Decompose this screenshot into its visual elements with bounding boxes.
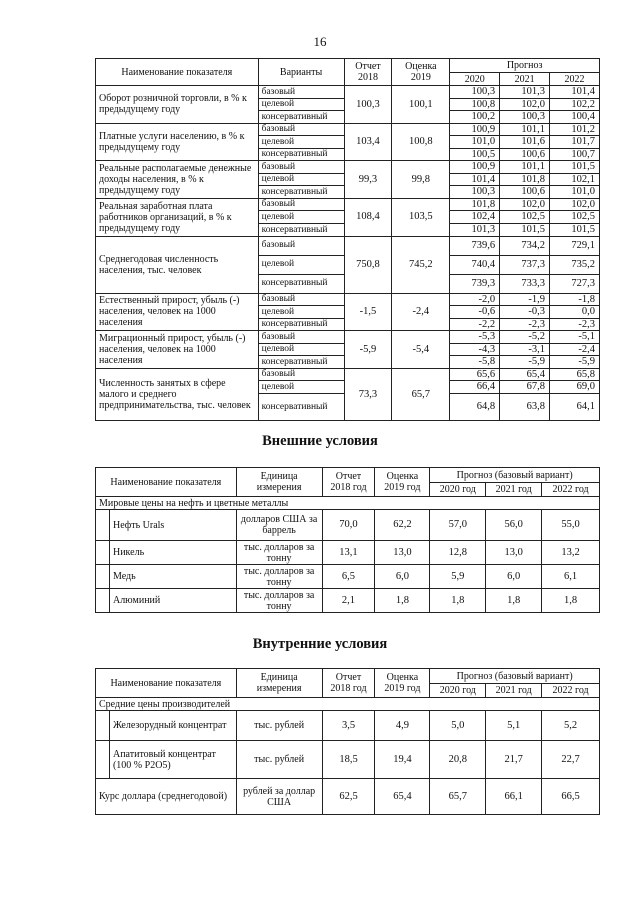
variant-label: консервативный [258,186,344,199]
forecast-value: -5,1 [550,331,600,344]
price-value: 6,5 [322,565,375,589]
forecast-value: 102,1 [550,173,600,186]
variant-label: целевой [258,136,344,149]
forecast-value: -2,4 [550,343,600,356]
variant-label: консервативный [258,393,344,420]
report-value: -1,5 [344,293,392,331]
price-value: 6,0 [375,565,430,589]
forecast-value: 65,8 [550,368,600,381]
int-header-indicator: Наименование показателя [96,669,237,698]
indicator-name: Среднегодовая численность населения, тыс. человек [96,236,259,293]
estimate-value: 100,1 [392,86,450,124]
forecast-value: 100,4 [550,111,600,124]
forecast-value: 100,9 [450,161,500,174]
table-row [96,293,600,306]
forecast-value: 100,5 [450,148,500,161]
forecast-value: 101,5 [500,224,550,237]
price-value: 6,0 [486,565,542,589]
forecast-value: 101,1 [500,161,550,174]
unit-label: тыс. рублей [236,741,322,779]
internal-conditions-table [95,668,600,815]
table-row [96,368,600,381]
ext-header-estimate: Оценка 2019 год [375,468,430,497]
forecast-value: 101,5 [550,161,600,174]
forecast-value: 733,3 [500,274,550,293]
variant-label: базовый [258,86,344,99]
forecast-value: 739,3 [450,274,500,293]
variant-label: целевой [258,98,344,111]
price-value: 70,0 [322,510,375,541]
forecast-value: 100,2 [450,111,500,124]
forecast-value: 735,2 [550,255,600,274]
usd-rate-value: 65,7 [430,779,486,815]
ext-header-indicator: Наименование показателя [96,468,237,497]
forecast-value: -2,3 [500,318,550,331]
report-value: 750,8 [344,236,392,293]
indicator-name: Реальная заработная плата работников организаций, в % к предыдущему году [96,198,259,236]
ext-header-year: 2022 год [542,483,600,497]
ext-header-unit: Единица измерения [236,468,322,497]
price-value: 5,9 [430,565,486,589]
forecast-value: 67,8 [500,381,550,394]
forecast-table-body [96,86,600,421]
forecast-value: 101,1 [500,123,550,136]
report-value: 99,3 [344,161,392,199]
usd-rate-value: 66,5 [542,779,600,815]
forecast-value: 100,8 [450,98,500,111]
forecast-value: 740,4 [450,255,500,274]
table-row [96,510,600,541]
forecast-value: 101,6 [500,136,550,149]
price-value: 4,9 [375,711,430,741]
indicator-name: Миграционный прирост, убыль (-) населения, человек на 1000 населения [96,331,259,369]
variant-label: консервативный [258,356,344,369]
forecast-value: 101,3 [450,224,500,237]
forecast-value: 101,2 [550,123,600,136]
variant-label: целевой [258,306,344,319]
forecast-value: 100,7 [550,148,600,161]
price-value: 19,4 [375,741,430,779]
forecast-value: -5,3 [450,331,500,344]
indent-cell [96,541,110,565]
table-row [96,741,600,779]
table-row [96,541,600,565]
table-row [96,161,600,174]
indicator-name: Платные услуги населению, в % к предыдущему году [96,123,259,161]
int-table-body [96,711,600,779]
forecast-value: -3,1 [500,343,550,356]
commodity-name: Нефть Urals [109,510,236,541]
unit-label: долларов США за баррель [236,510,322,541]
forecast-value: 101,3 [500,86,550,99]
usd-rate-value: 65,4 [375,779,430,815]
usd-rate-unit: рублей за доллар США [236,779,322,815]
price-value: 1,8 [375,589,430,613]
forecast-value: 102,5 [550,211,600,224]
ext-header-forecast: Прогноз (базовый вариант) [430,468,600,483]
int-header-unit: Единица измерения [236,669,322,698]
product-name: Апатитовый концентрат (100 % P2O5) [109,741,236,779]
unit-label: тыс. долларов за тонну [236,589,322,613]
variant-label: базовый [258,198,344,211]
price-value: 3,5 [322,711,375,741]
price-value: 12,8 [430,541,486,565]
price-value: 5,2 [542,711,600,741]
table-row [96,331,600,344]
forecast-value: 729,1 [550,236,600,255]
int-header-year: 2020 год [430,684,486,698]
variant-label: базовый [258,331,344,344]
forecast-value: -2,3 [550,318,600,331]
forecast-value: -2,2 [450,318,500,331]
price-value: 13,0 [375,541,430,565]
forecast-value: 65,6 [450,368,500,381]
header-report: Отчет 2018 [344,59,392,86]
forecast-value: 100,3 [450,86,500,99]
forecast-value: 100,9 [450,123,500,136]
forecast-value: -5,9 [500,356,550,369]
forecast-value: 101,4 [550,86,600,99]
price-value: 6,1 [542,565,600,589]
variant-label: целевой [258,173,344,186]
page-number: 16 [313,34,327,49]
int-group-label: Средние цены производителей [96,698,600,711]
forecast-value: 100,6 [500,186,550,199]
variant-label: консервативный [258,111,344,124]
header-year: 2021 [500,73,550,86]
estimate-value: 745,2 [392,236,450,293]
forecast-value: 101,8 [450,198,500,211]
usd-rate-value: 62,5 [322,779,375,815]
price-value: 5,1 [486,711,542,741]
int-header-year: 2021 год [486,684,542,698]
forecast-value: -1,8 [550,293,600,306]
int-header-year: 2022 год [542,684,600,698]
price-value: 22,7 [542,741,600,779]
forecast-table [95,58,600,421]
variant-label: базовый [258,236,344,255]
report-value: 103,4 [344,123,392,161]
ext-group-label: Мировые цены на нефть и цветные металлы [96,497,600,510]
forecast-value: 101,0 [450,136,500,149]
variant-label: базовый [258,123,344,136]
price-value: 2,1 [322,589,375,613]
estimate-value: 100,8 [392,123,450,161]
estimate-value: -2,4 [392,293,450,331]
unit-label: тыс. рублей [236,711,322,741]
forecast-value: 101,0 [550,186,600,199]
report-value: 100,3 [344,86,392,124]
variant-label: консервативный [258,224,344,237]
ext-header-report: Отчет 2018 год [322,468,375,497]
ext-table-body [96,510,600,613]
commodity-name: Медь [109,565,236,589]
forecast-value: 65,4 [500,368,550,381]
ext-header-year: 2021 год [486,483,542,497]
forecast-value: 102,0 [500,198,550,211]
variant-label: консервативный [258,318,344,331]
forecast-value: 102,0 [500,98,550,111]
header-variants: Варианты [258,59,344,86]
forecast-value: 739,6 [450,236,500,255]
variant-label: базовый [258,161,344,174]
price-value: 55,0 [542,510,600,541]
forecast-value: 727,3 [550,274,600,293]
commodity-name: Никель [109,541,236,565]
forecast-value: 102,0 [550,198,600,211]
price-value: 57,0 [430,510,486,541]
forecast-value: 737,3 [500,255,550,274]
unit-label: тыс. долларов за тонну [236,541,322,565]
internal-conditions-title: Внутренние условия [252,636,388,652]
commodity-name: Алюминий [109,589,236,613]
forecast-value: 66,4 [450,381,500,394]
price-value: 21,7 [486,741,542,779]
forecast-value: -0,3 [500,306,550,319]
forecast-value: 102,2 [550,98,600,111]
header-forecast: Прогноз [450,59,600,73]
table-row [96,198,600,211]
variant-label: базовый [258,368,344,381]
external-conditions-table [95,467,600,613]
variant-label: консервативный [258,148,344,161]
table-row [96,711,600,741]
header-year: 2020 [450,73,500,86]
variant-label: базовый [258,293,344,306]
price-value: 5,0 [430,711,486,741]
header-indicator: Наименование показателя [96,59,259,86]
indent-cell [96,711,110,741]
indent-cell [96,589,110,613]
table-row [96,565,600,589]
indicator-name: Естественный прирост, убыль (-) населения, человек на 1000 населения [96,293,259,331]
header-estimate: Оценка 2019 [392,59,450,86]
forecast-value: 102,4 [450,211,500,224]
variant-label: целевой [258,381,344,394]
forecast-value: 100,3 [500,111,550,124]
indicator-name: Численность занятых в сфере малого и среднего предпринимательства, тыс. человек [96,368,259,420]
forecast-value: 69,0 [550,381,600,394]
int-header-estimate: Оценка 2019 год [375,669,430,698]
price-value: 1,8 [430,589,486,613]
price-value: 18,5 [322,741,375,779]
int-header-forecast: Прогноз (базовый вариант) [430,669,600,684]
forecast-value: 64,8 [450,393,500,420]
price-value: 56,0 [486,510,542,541]
indicator-name: Оборот розничной торговли, в % к предыдущему году [96,86,259,124]
estimate-value: 99,8 [392,161,450,199]
estimate-value: 65,7 [392,368,450,420]
table-row [96,86,600,99]
forecast-value: 101,5 [550,224,600,237]
forecast-value: -5,8 [450,356,500,369]
forecast-value: -2,0 [450,293,500,306]
unit-label: тыс. долларов за тонну [236,565,322,589]
price-value: 13,2 [542,541,600,565]
estimate-value: -5,4 [392,331,450,369]
forecast-value: 64,1 [550,393,600,420]
forecast-value: 63,8 [500,393,550,420]
forecast-value: -5,9 [550,356,600,369]
forecast-value: 100,6 [500,148,550,161]
report-value: 73,3 [344,368,392,420]
product-name: Железорудный концентрат [109,711,236,741]
ext-header-year: 2020 год [430,483,486,497]
indent-cell [96,741,110,779]
price-value: 1,8 [486,589,542,613]
price-value: 20,8 [430,741,486,779]
header-year: 2022 [550,73,600,86]
int-header-report: Отчет 2018 год [322,669,375,698]
indicator-name: Реальные располагаемые денежные доходы населения, в % к предыдущему году [96,161,259,199]
forecast-value: -1,9 [500,293,550,306]
forecast-value: 0,0 [550,306,600,319]
table-row [96,589,600,613]
variant-label: целевой [258,255,344,274]
forecast-value: -5,2 [500,331,550,344]
forecast-value: 101,8 [500,173,550,186]
price-value: 13,1 [322,541,375,565]
forecast-value: 101,7 [550,136,600,149]
forecast-value: 734,2 [500,236,550,255]
price-value: 13,0 [486,541,542,565]
report-value: 108,4 [344,198,392,236]
forecast-value: 100,3 [450,186,500,199]
forecast-value: -4,3 [450,343,500,356]
forecast-value: -0,6 [450,306,500,319]
report-value: -5,9 [344,331,392,369]
price-value: 1,8 [542,589,600,613]
variant-label: консервативный [258,274,344,293]
external-conditions-title: Внешние условия [262,433,378,449]
variant-label: целевой [258,211,344,224]
indent-cell [96,510,110,541]
table-row [96,123,600,136]
usd-rate-value: 66,1 [486,779,542,815]
forecast-value: 102,5 [500,211,550,224]
price-value: 62,2 [375,510,430,541]
table-row [96,236,600,255]
indent-cell [96,565,110,589]
forecast-value: 101,4 [450,173,500,186]
estimate-value: 103,5 [392,198,450,236]
variant-label: целевой [258,343,344,356]
usd-rate-name: Курс доллара (среднегодовой) [96,779,237,815]
